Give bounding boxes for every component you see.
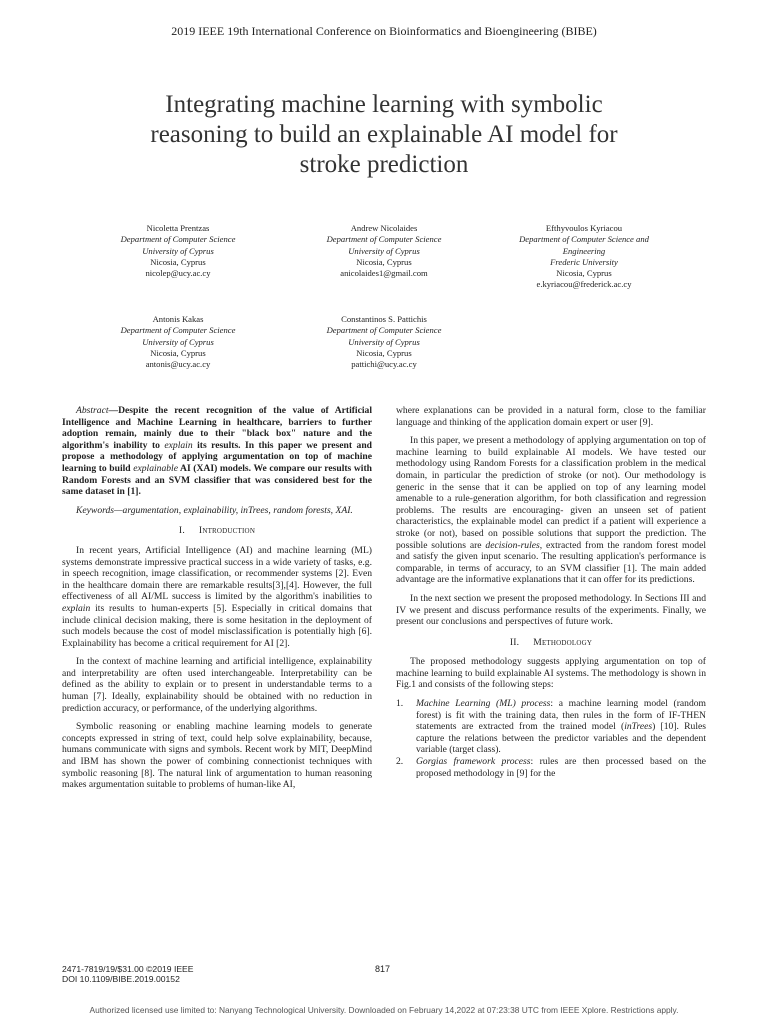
- author-university: University of Cyprus: [142, 336, 214, 347]
- issn-text: 2471-7819/19/$31.00 ©2019 IEEE: [62, 964, 194, 974]
- author-block: [274, 223, 494, 279]
- author-location: Nicosia, Cyprus: [356, 256, 412, 267]
- paragraph: [396, 435, 706, 586]
- methodology-steps: [396, 698, 706, 779]
- doi-text: DOI 10.1109/BIBE.2019.00152: [62, 974, 180, 984]
- author-dept: Department of Computer Science: [120, 325, 236, 336]
- abstract-dash: —: [108, 405, 119, 416]
- step-text: ) [10]. Rules capture the relations between the predictor variables and the dependent variable (target class).: [416, 721, 706, 756]
- paragraph-emphasis: explain: [62, 602, 91, 614]
- license-notice: Authorized licensed use limited to: Nanyang Technological University. Downloaded on February 14,2022 at 07:23:38 UTC from IEEE Xplore. Restrictions apply.: [89, 1005, 679, 1015]
- author-location: Nicosia, Cyprus: [356, 347, 412, 358]
- list-number: 2.: [396, 756, 404, 768]
- list-item: [396, 756, 706, 779]
- step-label: Gorgias framework process: [416, 756, 531, 768]
- conference-header: 2019 IEEE 19th International Conference on Bioinformatics and Bioengineering (BIBE): [171, 24, 597, 38]
- author-university: Frederic University: [550, 256, 618, 267]
- keywords-label: Keywords: [76, 504, 115, 516]
- paragraph: where explanations can be provided in a natural form, close to the familiar language and thinking of the application domain expert or user [9].: [396, 405, 706, 428]
- author-dept-cont: Engineering: [562, 245, 606, 256]
- paragraph: In the context of machine learning and artificial intelligence, explainability and interpretability are often used interchangeable. Interpretability can be defined as the ability to explain or to present in understandable terms to a human [7]. Ideally, explainability should be obtained with no reduction in prediction accuracy, or performance, of the underlying algorithms.: [62, 656, 372, 714]
- step-text: : rules are then processed based on the proposed methodology in [9] for the: [416, 756, 706, 779]
- author-email: antonis@ucy.ac.cy: [145, 359, 211, 370]
- right-column: [396, 405, 706, 779]
- section-title: Methodology: [533, 636, 593, 648]
- left-column: [62, 405, 372, 798]
- author-email: e.kyriacou@frederick.ac.cy: [536, 279, 632, 290]
- section-title: Introduction: [198, 525, 256, 537]
- paragraph-emphasis: decision-rules: [485, 539, 540, 551]
- author-dept: Department of Computer Science: [326, 234, 442, 245]
- author-email: anicolaides1@gmail.com: [340, 268, 428, 279]
- keywords: [62, 505, 372, 517]
- paragraph-text: In this paper, we present a methodology of applying argumentation on top of machine learning to build explainable AI models. We have tested our methodology using Random Forests for a classification problem in the medical domain, in particular the prediction of stroke (or not). Our methodology is generic in the sense that it can be applied on top of any learning model amenable to a rule-generation algorithm, for both classification and regression problems. The results are encouraging- given an unseen set of patient characteristics, the explainable model can predict if a patient will experience a stroke (or not), based on possible solutions that support the prediction. The possible solutions are: [396, 435, 706, 551]
- section-heading-introduction: [62, 525, 372, 537]
- title-line-1: Integrating machine learning with symbolic: [165, 91, 603, 118]
- author-name: Antonis Kakas: [152, 314, 204, 324]
- keywords-text: —argumentation, explainability, inTrees, random forests, XAI.: [114, 504, 353, 516]
- paragraph-text: In recent years, Artificial Intelligence (AI) and machine learning (ML) systems demonstrate impressive practical success in a wide variety of tasks, e.g. in speech recognition, image classification, or recommender systems [2]. Even in the healthcare domain there are remarkable results[3],[4]. However, the full effectiveness of all AI/ML success is limited by the algorithm's inabilities to: [62, 544, 372, 603]
- author-name: Constantinos S. Pattichis: [341, 314, 427, 324]
- author-email: nicolep@ucy.ac.cy: [145, 268, 211, 279]
- author-block: [474, 223, 694, 291]
- author-dept: Department of Computer Science: [120, 234, 236, 245]
- author-university: University of Cyprus: [348, 336, 420, 347]
- step-emphasis: inTrees: [624, 721, 653, 733]
- author-university: University of Cyprus: [348, 245, 420, 256]
- paragraph: In the next section we present the proposed methodology. In Sections III and IV we present and discuss performance results of the experiments. Finally, we present our conclusions and perspectives of future work.: [396, 592, 706, 628]
- author-name: Andrew Nicolaides: [350, 223, 418, 233]
- footer-publication-info: [62, 964, 194, 984]
- section-number: II.: [509, 636, 520, 648]
- author-dept: Department of Computer Science and: [519, 234, 649, 245]
- section-heading-methodology: [396, 637, 706, 649]
- author-location: Nicosia, Cyprus: [150, 256, 206, 267]
- title-line-2: reasoning to build an explainable AI model for: [150, 121, 618, 148]
- title-line-3: stroke prediction: [299, 151, 469, 178]
- paragraph: The proposed methodology suggests applying argumentation on top of machine learning to build explainable AI systems. The methodology is shown in Fig.1 and consists of the following steps:: [396, 656, 706, 691]
- section-number: I.: [178, 525, 185, 537]
- author-email: pattichi@ucy.ac.cy: [351, 359, 417, 370]
- step-label: Machine Learning (ML) process: [416, 698, 551, 710]
- abstract-emphasis: explainable: [133, 462, 178, 474]
- list-number: 1.: [396, 698, 404, 710]
- author-block: [68, 223, 288, 279]
- paragraph: [62, 545, 372, 649]
- abstract-emphasis: explain: [164, 439, 193, 451]
- abstract: [62, 405, 372, 498]
- page-number: 817: [375, 964, 391, 974]
- author-block: [68, 314, 288, 370]
- abstract-text: AI (XAI) models. We compare our results with Random Forests and an SVM classifier that was considered best for the same dataset in [1].: [62, 462, 373, 498]
- abstract-label: Abstract: [76, 405, 109, 416]
- author-name: Nicoletta Prentzas: [146, 223, 210, 233]
- list-item: [396, 698, 706, 756]
- author-location: Nicosia, Cyprus: [150, 347, 206, 358]
- paragraph-text: , extracted from the random forest model and satisfy the given input scenario. The resulting application's performance is comparable, in terms of accuracy, to an SVM classifier [1]. The main added advantage are the informative explanations that it can offer for its predictions.: [396, 539, 706, 586]
- author-name: Efthyvoulos Kyriacou: [545, 223, 623, 233]
- author-dept: Department of Computer Science: [326, 325, 442, 336]
- author-university: University of Cyprus: [142, 245, 214, 256]
- step-text: : a machine learning model (random forest) is fit with the training data, then rules in the form of IF-THEN statements are extracted from the trained model (: [416, 698, 706, 733]
- paragraph: Symbolic reasoning or enabling machine learning models to generate concepts expressed in string of text, could help solve explainability, because, humans communicate with signs and symbols. Recent work by MIT, DeepMind and IBM has shown the power of combining connectionist techniques with symbolic reasoning [8]. The natural link of argumentation to human reasoning makes argumentation suitable to problems of human-like AI,: [62, 721, 372, 791]
- author-location: Nicosia, Cyprus: [556, 268, 612, 279]
- abstract-text: Despite the recent recognition of the value of Artificial Intelligence and Machine Learning in healthcare, barriers to further adoption remain, mainly due to their "black box" nature and the algorithm's inability to: [62, 405, 372, 451]
- author-block: [274, 314, 494, 370]
- abstract-text: its results. In this paper we present and propose a methodology of applying argumentation on top of machine learning to build: [62, 439, 372, 474]
- paragraph-text: its results to human-experts [5]. Especially in critical domains that include clinical decision making, there is some hesitation in the deployment of such models because the cost of model misclassification is potentially high [6]. Explainability has become a critical requirement for AI [2].: [62, 602, 372, 649]
- paper-title: [100, 90, 668, 180]
